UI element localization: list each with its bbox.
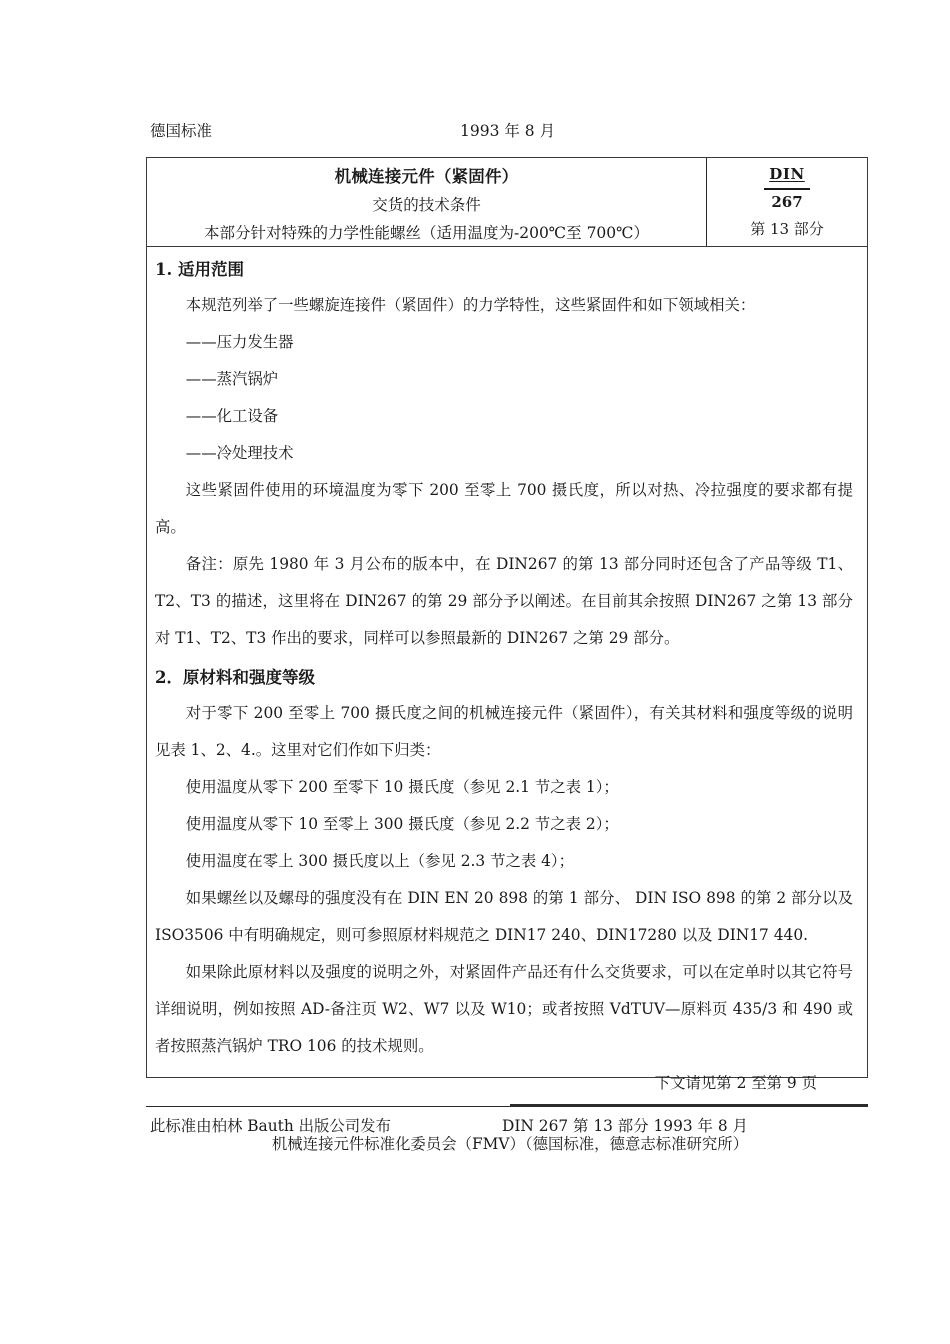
section-2-item: 使用温度从零下 200 至零下 10 摄氏度（参见 2.1 节之表 1）； <box>185 778 619 796</box>
din-label: DIN <box>769 165 805 183</box>
page-footer <box>150 1112 868 1140</box>
section-2-intro: 对于零下 200 至零上 700 摄氏度之间的机械连接元件（紧固件），有关其材料和强度等级的说明见表 1、2、4.。这里对它们作如下归类： <box>155 704 853 759</box>
section-1-bullet: ——蒸汽锅炉 <box>185 370 279 388</box>
section-2-heading: 2．原材料和强度等级 <box>155 668 315 687</box>
din-part: 第 13 部分 <box>750 220 824 239</box>
frame-header <box>147 158 867 247</box>
section-1-remark: 备注：原先 1980 年 3 月公布的版本中，在 DIN267 的第 13 部分同时还包含了产品等级 T1、T2、T3 的描述，这里将在 DIN267 的第 29 部分予以阐述。在目前其余按照 DIN267 之第 13 部分对 T1、T2、T3 作出的要求，同样可以参照最新的 DIN267 之第 29 部分。 <box>155 555 853 647</box>
section-1-bullet: ——冷处理技术 <box>185 444 294 462</box>
section-1-bullet: ——压力发生器 <box>185 333 294 351</box>
running-head-date: 1993 年 8 月 <box>460 122 556 140</box>
section-1-intro: 本规范列举了一些螺旋连接件（紧固件）的力学特性，这些紧固件和如下领域相关： <box>185 296 756 314</box>
section-2-item: 使用温度在零上 300 摄氏度以上（参见 2.3 节之表 4）； <box>185 852 575 870</box>
section-1-heading: 1. 适用范围 <box>155 260 244 279</box>
din-number: 267 <box>771 193 803 212</box>
footer-reference: DIN 267 第 13 部分 1993 年 8 月 <box>502 1117 748 1135</box>
standard-title: 机械连接元件（紧固件） <box>334 167 519 186</box>
section-1-temperature-paragraph: 这些紧固件使用的环境温度为零下 200 至零上 700 摄氏度，所以对热、冷拉强度的要求都有提高。 <box>155 481 853 536</box>
din-divider-rule <box>764 188 810 190</box>
running-head-left: 德国标准 <box>150 122 213 140</box>
section-1-bullet: ——化工设备 <box>185 407 279 425</box>
section-2-delivery-paragraph: 如果除此原材料以及强度的说明之外，对紧固件产品还有什么交货要求，可以在定单时以其它符号详细说明，例如按照 AD-备注页 W2、W7 以及 W10；或者按照 VdTUV—原料页 435/3 和 490 或者按照蒸汽锅炉 TRO 106 的技术规则。 <box>155 963 853 1055</box>
running-head <box>150 118 850 144</box>
committee-line: 机械连接元件标准化委员会（FMV）（德国标准，德意志标准研究所） <box>271 1135 749 1153</box>
standard-scope-line: 本部分针对特殊的力学性能螺丝（适用温度为-200℃至 700℃） <box>203 224 649 242</box>
standard-subtitle: 交货的技术条件 <box>372 196 481 214</box>
continued-note: 下文请见第 2 至第 9 页 <box>654 1074 817 1092</box>
footer-rule-emphasis <box>510 1104 868 1107</box>
section-2-strength-paragraph: 如果螺丝以及螺母的强度没有在 DIN EN 20 898 的第 1 部分、 DIN ISO 898 的第 2 部分以及 ISO3506 中有明确规定，则可参照原材料规范之 DIN17 240、DIN17280 以及 DIN17 440. <box>155 889 853 944</box>
din-cell <box>707 158 867 246</box>
footer-rule <box>146 1106 868 1107</box>
title-cell <box>147 158 707 246</box>
section-2-item: 使用温度从零下 10 至零上 300 摄氏度（参见 2.2 节之表 2）； <box>185 815 619 833</box>
footer-publisher: 此标准由柏林 Bauth 出版公司发布 <box>150 1117 391 1135</box>
